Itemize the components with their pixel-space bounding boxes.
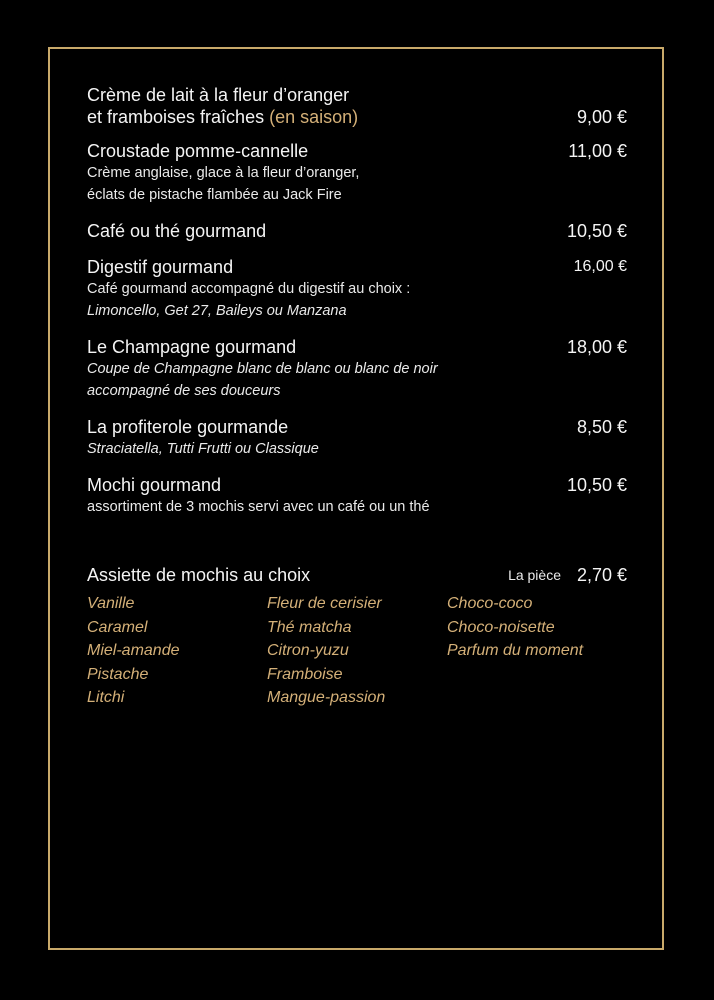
flavor-item: Mangue-passion [267,689,386,706]
item-description: assortiment de 3 mochis servi avec un café ou un thé [87,499,430,515]
item-description: Café gourmand accompagné du digestif au choix : [87,281,411,297]
flavor-item: Pistache [87,665,149,683]
flavor-item: Litchi [87,689,125,706]
item-description: accompagné de ses douceurs [87,383,281,399]
flavor-item: Caramel [87,618,148,636]
menu-item [87,256,627,336]
flavor-item: Miel-amande [87,642,180,659]
item-title-line-2 [87,106,627,128]
item-description: Crème anglaise, glace à la fleur d’oranger, [87,165,360,181]
item-season-note: (en saison) [269,107,359,127]
item-title: Crème de lait à la fleur d’oranger [87,85,350,105]
flavor-item: Citron-yuzu [267,642,349,659]
item-price: 9,00 € [576,107,627,127]
flavor-item: Choco-noisette [447,618,555,636]
menu-item [87,474,627,518]
item-title: Le Champagne gourmand [87,337,297,357]
item-description: Coupe de Champagne blanc de blanc ou blanc de noir [87,361,438,377]
flavor-item: Choco-coco [447,595,533,612]
item-description: Straciatella, Tutti Frutti ou Classique [87,441,319,457]
item-price: 10,50 € [566,475,627,495]
item-title: Croustade pomme-cannelle [87,141,309,161]
item-title: Mochi gourmand [87,475,222,495]
menu-item [87,140,627,220]
flavor-item: Fleur de cerisier [267,595,382,612]
menu-item [87,220,627,256]
flavor-item: Parfum du moment [447,642,584,659]
item-title: Café ou thé gourmand [87,221,267,241]
flavor-item: Vanille [87,595,135,612]
mochi-price: 2,70 € [576,565,627,585]
menu-item [87,84,627,140]
item-title: La profiterole gourmande [87,417,289,437]
flavor-column [267,592,447,710]
flavor-item: Thé matcha [267,618,352,636]
menu-item [87,336,627,416]
menu-content [87,84,627,710]
item-title-text: et framboises fraîches [87,107,265,127]
item-price: 18,00 € [566,337,627,357]
menu-item [87,416,627,474]
flavor-column [87,592,267,710]
mochi-flavor-list [87,592,627,710]
mochi-unit-label: La pièce [508,567,561,583]
item-description: éclats de pistache flambée au Jack Fire [87,187,342,203]
item-price: 11,00 € [568,141,627,161]
mochi-title: Assiette de mochis au choix [87,565,311,585]
item-description: Limoncello, Get 27, Baileys ou Manzana [87,303,347,319]
item-price: 10,50 € [566,221,627,241]
item-title: Digestif gourmand [87,257,234,277]
mochi-section-header [87,564,627,586]
flavor-column [447,592,627,710]
item-price: 16,00 € [573,258,627,275]
item-price: 8,50 € [576,417,627,437]
flavor-item: Framboise [267,665,343,683]
